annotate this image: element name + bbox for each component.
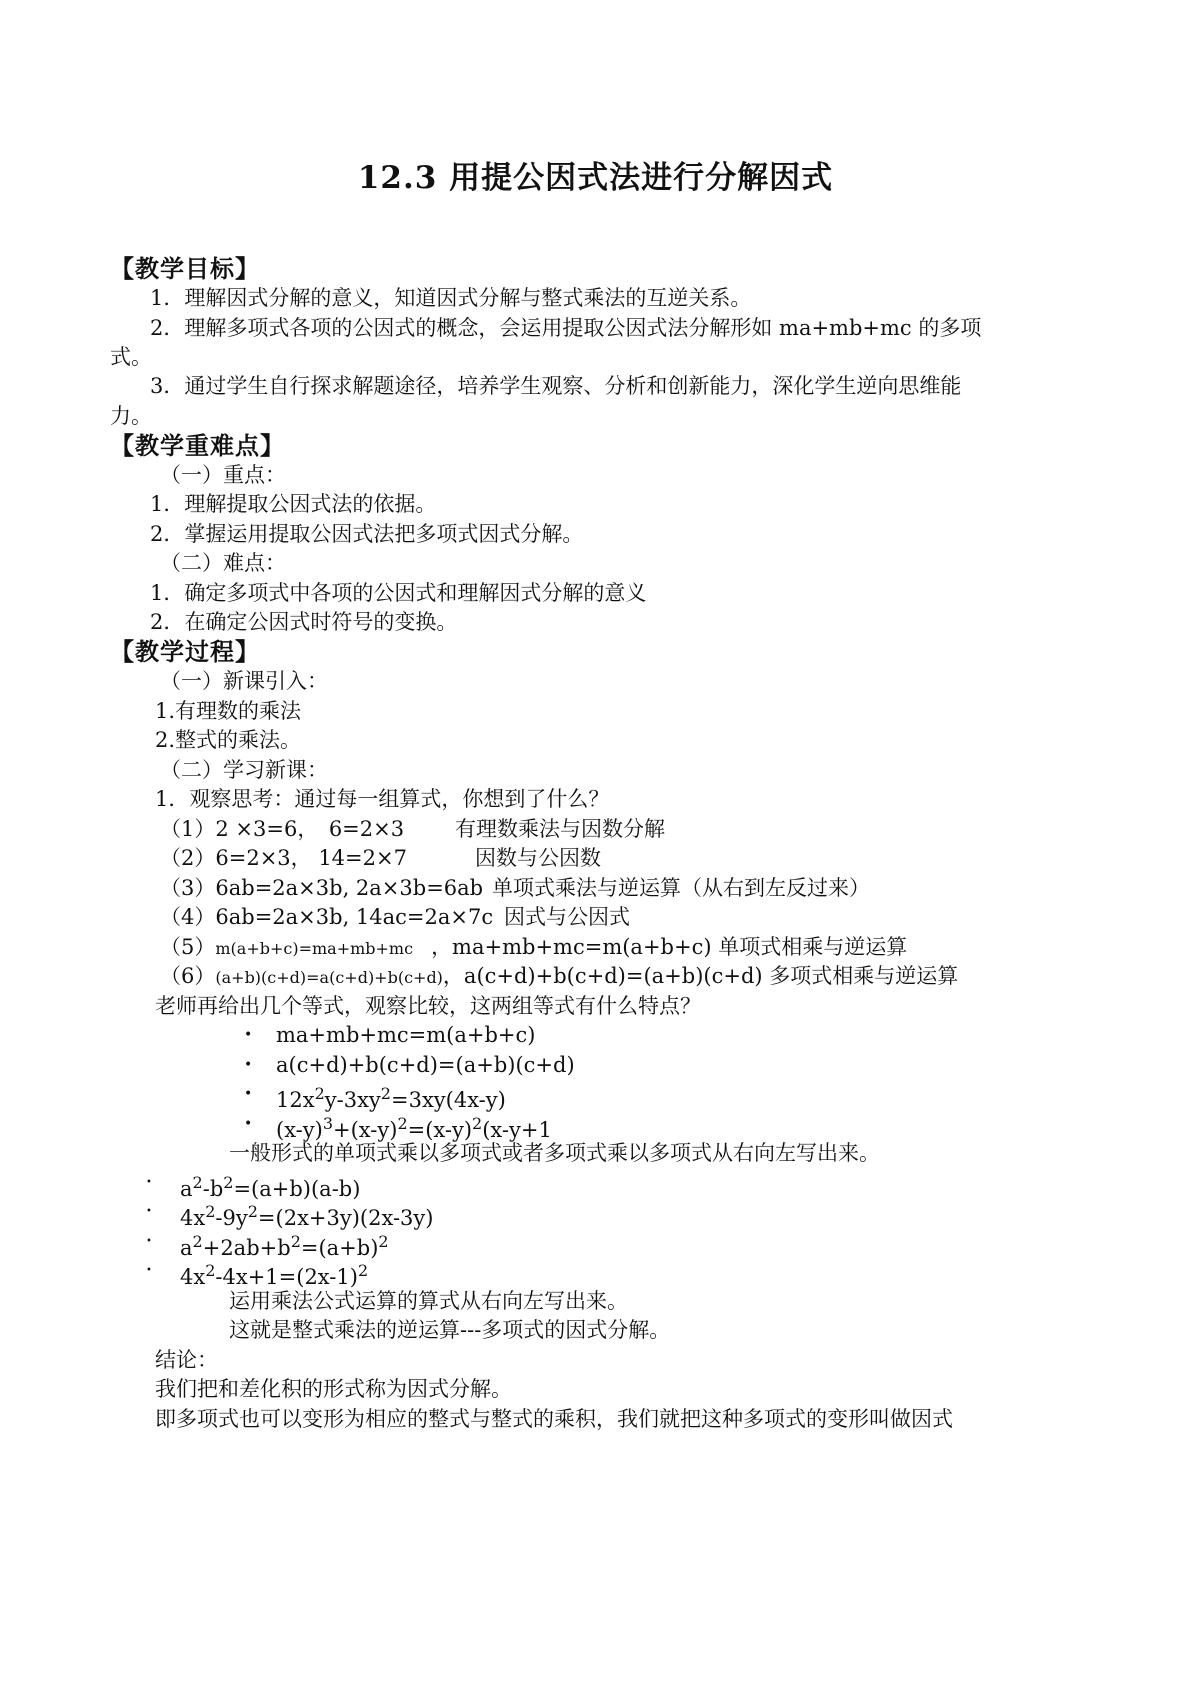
formula-1: $a^2-b^2=(a+b)(a-b)$ — [180, 1173, 361, 1201]
group-row-1: （1）2 ×3=6， 6=2×3 — [160, 817, 405, 841]
objective-item-2: 2．理解多项式各项的公因式的概念，会运用提取公因式法分解形如 ma+mb+mc 的多项 — [150, 316, 982, 340]
group-note-4: 因式与公因式 — [504, 905, 630, 929]
intro-item-1: 1.有理数的乘法 — [155, 699, 302, 723]
focus-item-1: 1．理解提取公因式法的依据。 — [150, 492, 437, 516]
page-title: 12.3 用提公因式法进行分解因式 — [357, 160, 834, 196]
group-row-2: （2）6=2×3， 14=2×7 — [160, 846, 407, 870]
equation-1: ma+mb+mc=m(a+b+c) — [276, 1023, 536, 1047]
focus-label: （一）重点： — [160, 463, 286, 487]
teacher-prompt: 老师再给出几个等式，观察比较，这两组等式有什么特点？ — [155, 994, 701, 1018]
process-heading: 【教学过程】 — [110, 637, 260, 666]
bullet-icon: • — [146, 1206, 152, 1217]
equation-3: $12x^2y-3xy^2=3xy(4x-y)$ — [276, 1084, 506, 1112]
equation-4: $(x-y)^3+(x-y)^2=(x-y)^2(x-y+1$ — [276, 1114, 552, 1142]
group-row-3: （3）6ab=2a×3b, 2a×3b=6ab — [160, 876, 484, 900]
group-note-3: 单项式乘法与逆运算（从右到左反过来） — [492, 876, 870, 900]
intro-label: （一）新课引入： — [160, 669, 328, 693]
conclusion-label: 结论： — [155, 1348, 218, 1372]
bullet-icon: • — [244, 1027, 253, 1043]
equation-2: a(c+d)+b(c+d)=(a+b)(c+d) — [276, 1053, 575, 1077]
bullet-icon: • — [146, 1265, 152, 1276]
conclusion-line-2: 即多项式也可以变形为相应的整式与整式的乘积，我们就把这种多项式的变形叫做因式 — [155, 1407, 953, 1431]
difficulty-label: （二）难点： — [160, 551, 286, 575]
objectives-heading: 【教学目标】 — [110, 254, 260, 283]
formula-2: $4x^2-9y^2=(2x+3y)(2x-3y)$ — [180, 1202, 434, 1230]
bullet-icon: • — [244, 1057, 253, 1073]
inverse-note: 这就是整式乘法的逆运算---多项式的因式分解。 — [229, 1318, 671, 1342]
general-form-note: 一般形式的单项式乘以多项式或者多项式乘以多项式从右向左写出来。 — [229, 1141, 880, 1165]
difficulty-item-2: 2．在确定公因式时符号的变换。 — [150, 610, 458, 634]
formula-3: $a^2+2ab+b^2=(a+b)^2$ — [180, 1232, 389, 1260]
formula-note: 运用乘法公式运算的算式从右向左写出来。 — [229, 1289, 628, 1313]
key-points-heading: 【教学重难点】 — [110, 431, 285, 460]
objective-item-1: 1．理解因式分解的意义，知道因式分解与整式乘法的互逆关系。 — [150, 286, 752, 310]
group-row-4: （4）6ab=2a×3b, 14ac=2a×7c — [160, 905, 494, 929]
observe-prompt: 1．观察思考：通过每一组算式，你想到了什么？ — [155, 787, 610, 811]
focus-item-2: 2．掌握运用提取公因式法把多项式因式分解。 — [150, 522, 584, 546]
group-row-6: （6）(a+b)(c+d)=a(c+d)+b(c+d)，a(c+d)+b(c+d)=(a+b)(c+d) 多项式相乘与逆运算 — [160, 964, 959, 988]
objective-item-3-cont: 力。 — [110, 404, 152, 428]
bullet-icon: • — [244, 1116, 253, 1132]
group-row-5: （5）m(a+b+c)=ma+mb+mc ，ma+mb+mc=m(a+b+c) 单项式相乘与逆运算 — [160, 935, 908, 959]
objective-item-3: 3．通过学生自行探求解题途径，培养学生观察、分析和创新能力，深化学生逆向思维能 — [150, 374, 962, 398]
group-note-2: 因数与公因数 — [475, 846, 601, 870]
bullet-icon: • — [244, 1086, 253, 1102]
new-lesson-label: （二）学习新课： — [160, 758, 328, 782]
formula-4: $4x^2-4x+1=(2x-1)^2$ — [180, 1261, 369, 1289]
conclusion-line-1: 我们把和差化积的形式称为因式分解。 — [155, 1377, 512, 1401]
objective-item-2-cont: 式。 — [110, 345, 152, 369]
bullet-icon: • — [146, 1236, 152, 1247]
bullet-icon: • — [146, 1177, 152, 1188]
group-note-1: 有理数乘法与因数分解 — [455, 817, 665, 841]
intro-item-2: 2.整式的乘法。 — [155, 728, 302, 752]
difficulty-item-1: 1．确定多项式中各项的公因式和理解因式分解的意义 — [150, 581, 647, 605]
